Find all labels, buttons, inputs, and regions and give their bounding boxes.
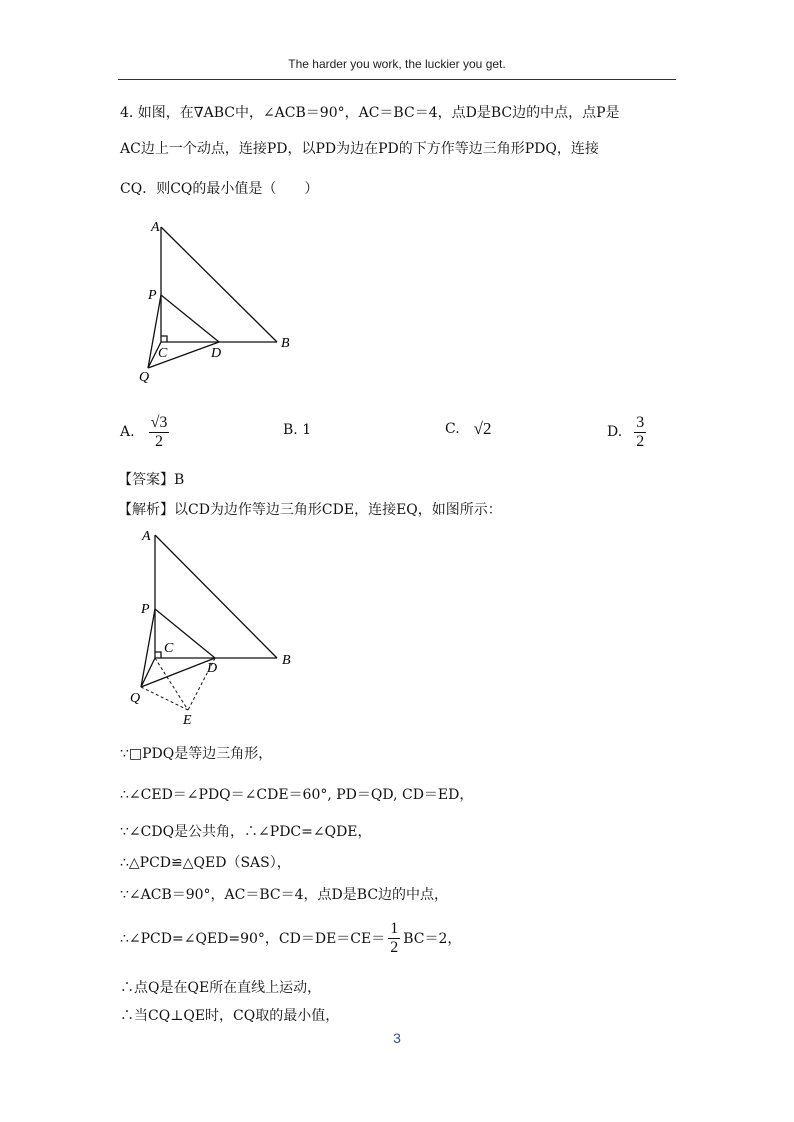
option-a-numerator: √3 (150, 413, 168, 431)
option-d[interactable] (607, 410, 646, 454)
question-line-1: 4. 如图，在∇ABC中，∠ACB＝90°，AC＝BC＝4，点D是BC边的中点，点P是 (120, 105, 620, 121)
step-8: ∴当CQ⊥QE时，CQ取的最小值， (120, 1008, 340, 1024)
step-7: ∴点Q是在QE所在直线上运动， (120, 980, 322, 996)
step-6-post: BC＝2， (403, 931, 462, 947)
label-P: P (141, 602, 150, 617)
analysis-intro: 【解析】以CD为边作等边三角形CDE，连接EQ，如图所示： (118, 502, 502, 518)
option-a-fraction (149, 414, 170, 451)
step-6 (120, 917, 461, 959)
figure-1 (130, 215, 300, 390)
option-c[interactable] (445, 419, 492, 439)
step-6-numerator: 1 (390, 919, 399, 937)
question-line-2: AC边上一个动点，连接PD，以PD为边在PD的下方作等边三角形PDQ，连接 (120, 141, 599, 157)
figure-2 (125, 525, 300, 730)
right-angle-mark (155, 652, 161, 658)
option-c-label: C. (445, 421, 460, 437)
option-b[interactable] (283, 422, 311, 438)
option-d-numerator: 3 (636, 413, 645, 431)
option-c-value: √2 (473, 419, 492, 438)
label-D: D (211, 346, 222, 361)
segment-AB (161, 227, 277, 342)
label-D: D (207, 661, 218, 676)
segment-QD (141, 658, 218, 687)
label-C: C (164, 641, 174, 656)
label-B: B (282, 653, 291, 668)
label-A: A (151, 220, 160, 235)
step-2: ∴∠CED＝∠PDQ＝∠CDE＝60°, PD＝QD, CD＝ED， (120, 787, 474, 803)
option-a[interactable] (120, 410, 169, 454)
step-5: ∵∠ACB＝90°，AC＝BC＝4，点D是BC边的中点， (120, 887, 449, 903)
header-rule (118, 79, 676, 80)
option-d-fraction (634, 414, 646, 451)
label-P: P (148, 288, 157, 303)
label-C: C (158, 346, 168, 361)
step-1: ∵□PDQ是等边三角形， (120, 746, 273, 762)
step-4: ∴△PCD≌△QED（SAS）， (120, 855, 291, 871)
step-6-pre: ∴∠PCD=∠QED=90°，CD＝DE＝CE＝ (120, 931, 386, 947)
label-A: A (142, 529, 151, 544)
option-a-label: A. (120, 424, 135, 440)
page-number: 3 (393, 1030, 401, 1046)
step-6-fraction (388, 920, 400, 957)
label-Q: Q (139, 370, 150, 385)
option-a-denominator: 2 (154, 432, 163, 450)
step-6-denominator: 2 (390, 938, 399, 956)
answer-line: 【答案】B (118, 472, 185, 488)
segment-AB (155, 535, 277, 658)
label-E: E (183, 713, 192, 728)
right-angle-mark (161, 336, 167, 342)
label-B: B (281, 336, 290, 351)
segment-PQ (141, 609, 155, 687)
option-d-label: D. (607, 424, 623, 440)
question-line-3: CQ．则CQ的最小值是（ ） (120, 181, 319, 197)
step-3: ∵∠CDQ是公共角，∴∠PDC=∠QDE， (120, 824, 372, 840)
option-b-label: B. 1 (283, 422, 312, 438)
label-Q: Q (130, 691, 141, 706)
segment-PD (161, 295, 219, 342)
option-d-denominator: 2 (636, 432, 645, 450)
header-motto: The harder you work, the luckier you get. (288, 57, 506, 71)
segment-QE (141, 687, 188, 710)
